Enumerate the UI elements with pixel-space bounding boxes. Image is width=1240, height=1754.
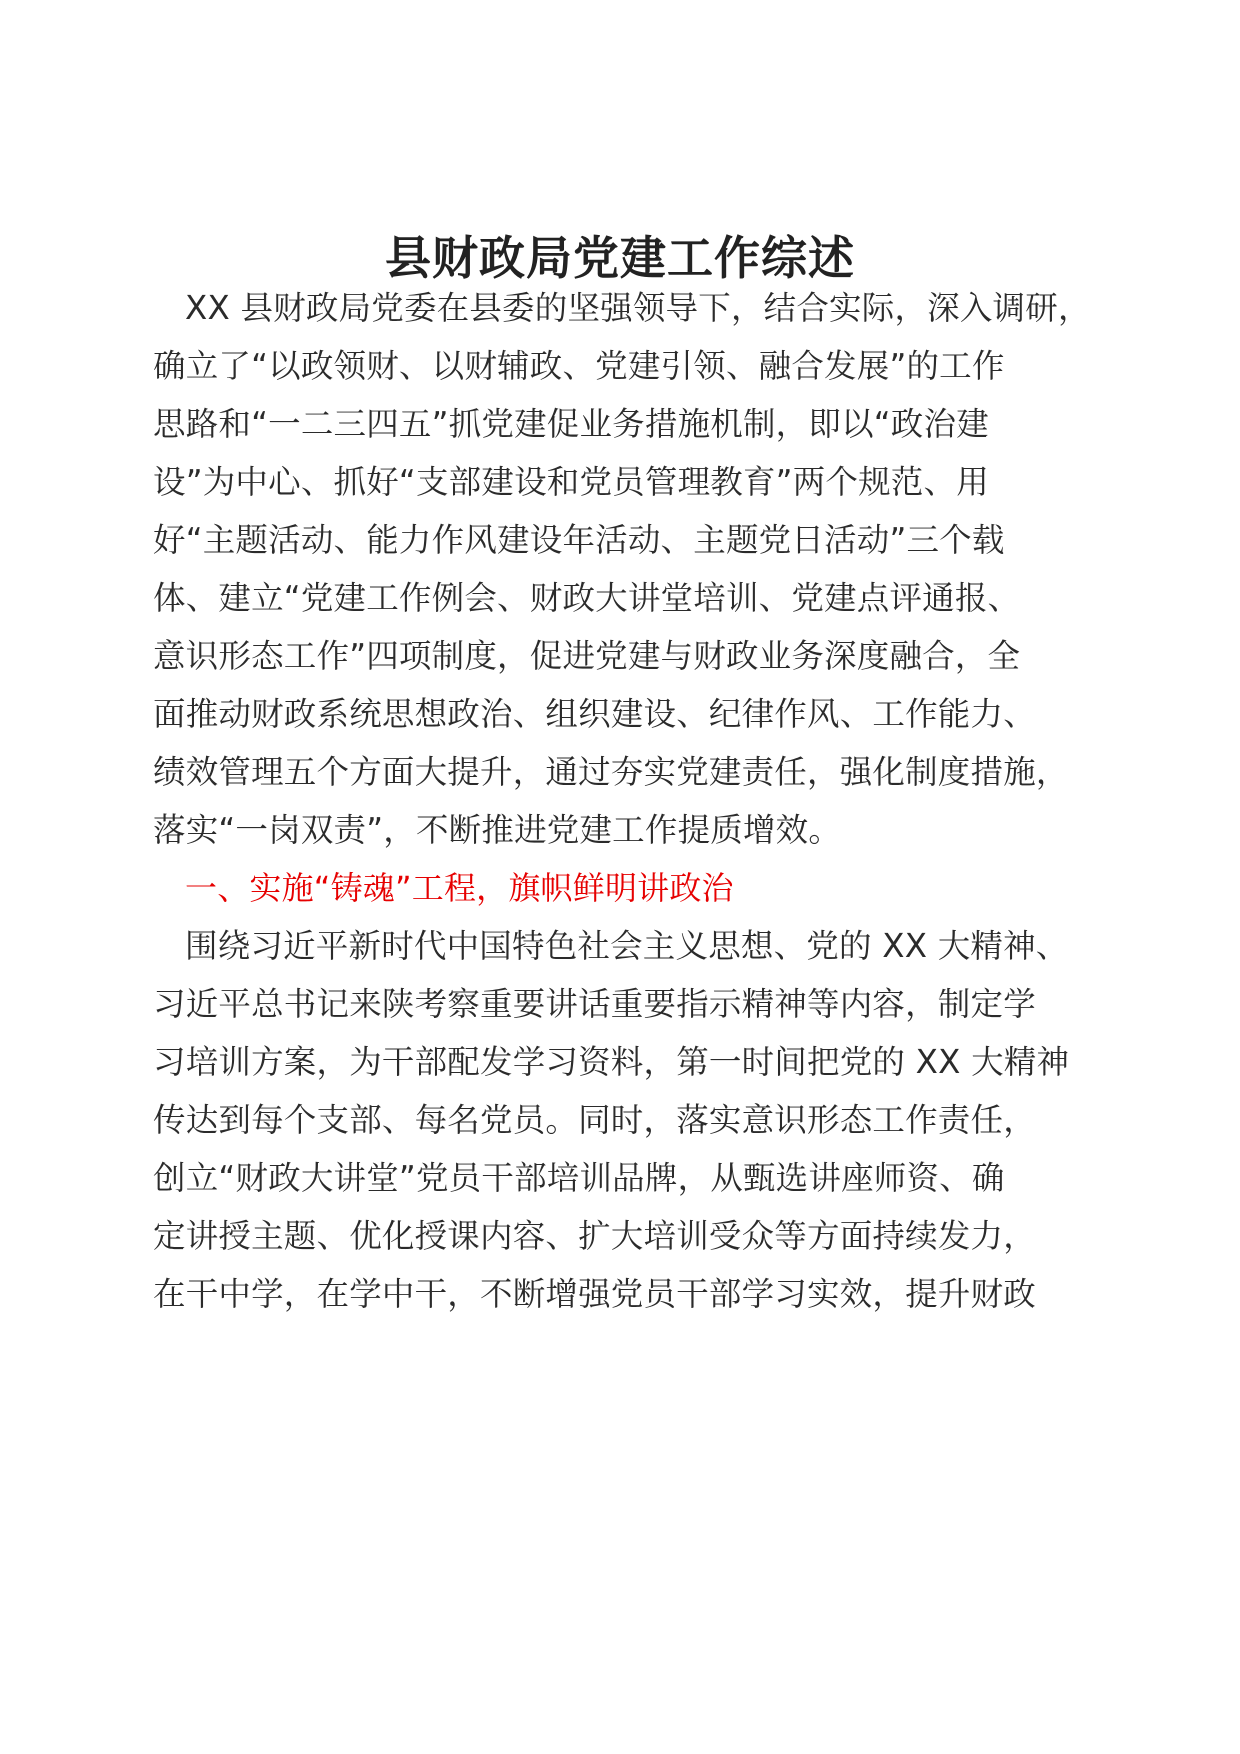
- paragraph-1-line-10: 落实“一岗双责”，不断推进党建工作提质增效。: [153, 811, 842, 849]
- paragraph-2-line-6: 定讲授主题、优化授课内容、扩大培训受众等方面持续发力，: [153, 1217, 1036, 1255]
- paragraph-1-line-3: 思路和“一二三四五”抓党建促业务措施机制，即以“政治建: [153, 405, 989, 443]
- paragraph-1-line-6: 体、建立“党建工作例会、财政大讲堂培训、党建点评通报、: [153, 579, 1021, 617]
- paragraph-1-line-1: XX 县财政局党委在县委的坚强领导下，结合实际，深入调研，: [185, 289, 1091, 327]
- paragraph-1-line-4: 设”为中心、抓好“支部建设和党员管理教育”两个规范、用: [153, 463, 989, 501]
- paragraph-2-line-4: 传达到每个支部、每名党员。同时，落实意识形态工作责任，: [153, 1101, 1036, 1139]
- paragraph-2-line-3: 习培训方案，为干部配发学习资料，第一时间把党的 XX 大精神: [153, 1043, 1070, 1081]
- paragraph-2-line-7: 在干中学，在学中干，不断增强党员干部学习实效，提升财政: [153, 1275, 1036, 1313]
- section-1-heading: 一、实施“铸魂”工程，旗帜鲜明讲政治: [185, 869, 734, 907]
- paragraph-1-line-5: 好“主题活动、能力作风建设年活动、主题党日活动”三个载: [153, 521, 1005, 559]
- paragraph-2-line-5: 创立“财政大讲堂”党员干部培训品牌，从甄选讲座师资、确: [153, 1159, 1005, 1197]
- document-title: 县财政局党建工作综述: [385, 231, 855, 285]
- paragraph-1-line-7: 意识形态工作”四项制度，促进党建与财政业务深度融合，全: [153, 637, 1021, 675]
- paragraph-1-line-8: 面推动财政系统思想政治、组织建设、纪律作风、工作能力、: [153, 695, 1036, 733]
- paragraph-2-line-1: 围绕习近平新时代中国特色社会主义思想、党的 XX 大精神、: [185, 927, 1069, 965]
- paragraph-2-line-2: 习近平总书记来陕考察重要讲话重要指示精神等内容，制定学: [153, 985, 1036, 1023]
- paragraph-1-line-9: 绩效管理五个方面大提升，通过夯实党建责任，强化制度措施，: [153, 753, 1069, 791]
- paragraph-1-line-2: 确立了“以政领财、以财辅政、党建引领、融合发展”的工作: [153, 347, 1005, 385]
